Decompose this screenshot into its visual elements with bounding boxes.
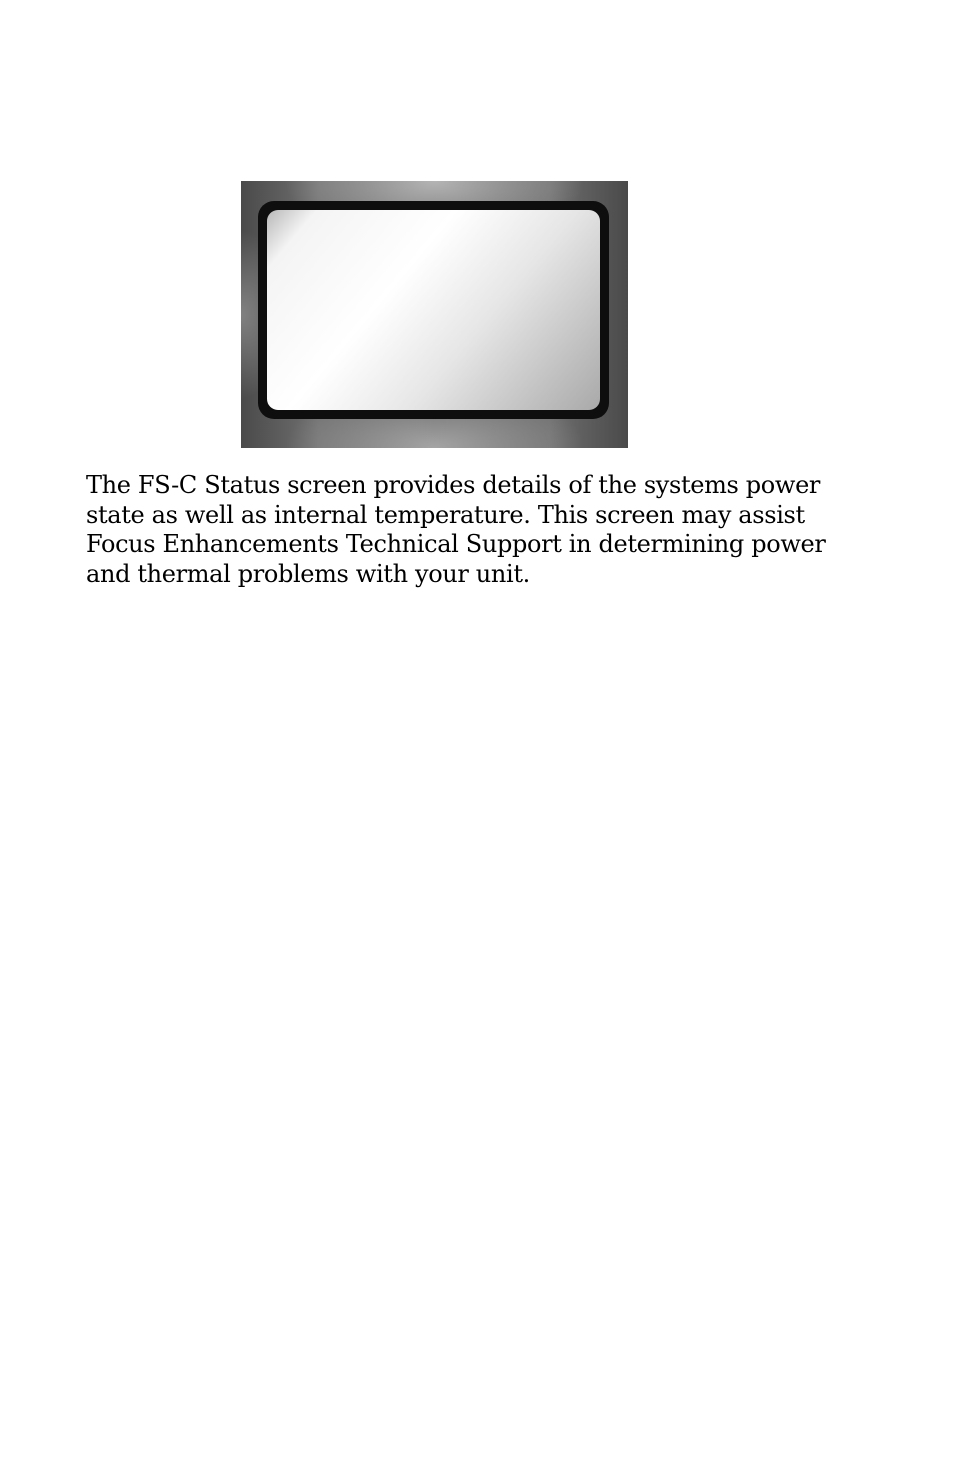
blank-screen-display [267, 210, 600, 410]
paragraph-line: Focus Enhancements Technical Support in determining power [86, 530, 826, 558]
paragraph-line: and thermal problems with your unit. [86, 559, 530, 588]
device-screen-figure [241, 181, 628, 448]
description-paragraph [86, 471, 876, 589]
paragraph-line: The FS-C Status screen provides details of the systems power [86, 471, 821, 499]
paragraph-line: state as well as internal temperature. This screen may assist [86, 500, 805, 529]
screen-bezel [258, 201, 609, 419]
